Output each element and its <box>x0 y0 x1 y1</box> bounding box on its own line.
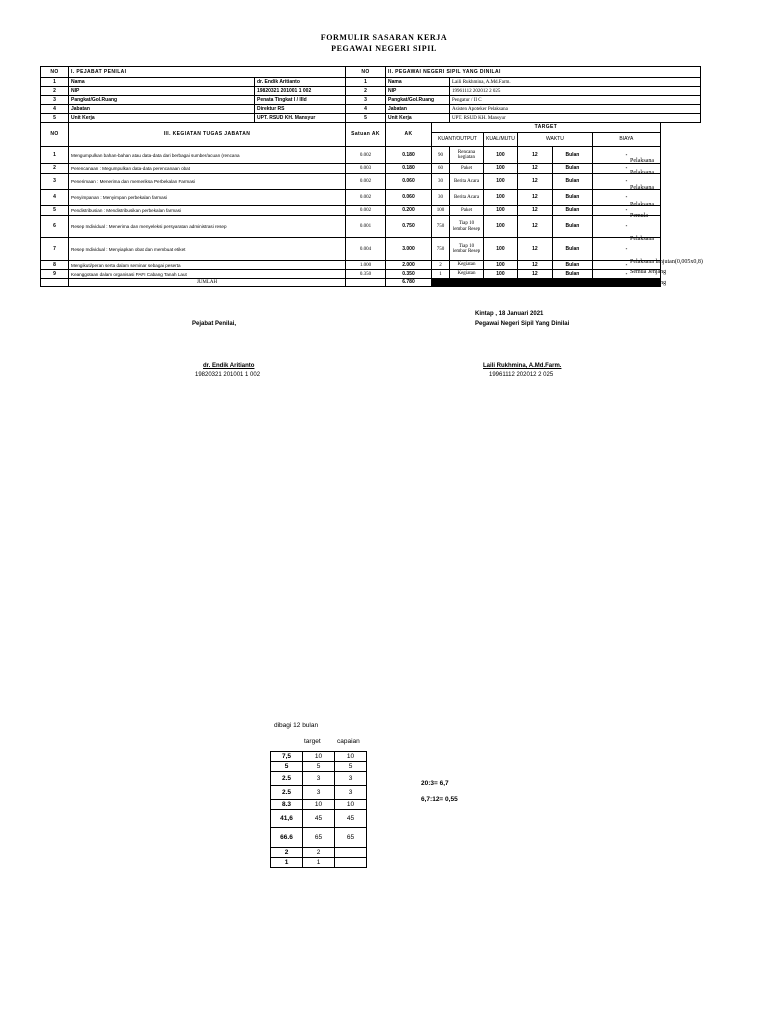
biaya-header: BIAYA <box>592 133 660 147</box>
calc-cell: 7,5 <box>271 752 303 762</box>
pejabat-no: 1 <box>41 78 69 87</box>
activity-waktu: 12 <box>517 206 552 216</box>
calc-row <box>271 752 367 762</box>
activity-row <box>41 216 701 238</box>
calc-cell: 2 <box>271 848 303 858</box>
form-title-line2: PEGAWAI NEGERI SIPIL <box>331 44 437 53</box>
pegawai-label: Jabatan <box>386 105 450 114</box>
level-4: Pelaksana <box>630 202 654 208</box>
activity-kuant: 60 <box>432 164 450 174</box>
calc-cell: 5 <box>303 762 335 772</box>
activity-waktu: 12 <box>517 216 552 238</box>
activity-kual: 100 <box>484 270 518 279</box>
activity-unit: Berita Acara <box>450 174 484 190</box>
calc-cell: 2 <box>303 848 335 858</box>
activity-ak: 0.060 <box>386 190 432 206</box>
calc-col-capaian: capaian <box>337 738 360 745</box>
activity-waktu: 12 <box>517 238 552 261</box>
calc-cell: 3 <box>335 772 367 786</box>
activity-blank <box>660 147 700 164</box>
activity-kual: 100 <box>484 261 518 270</box>
activity-row <box>41 270 701 279</box>
activity-row <box>41 206 701 216</box>
activity-no-header: NO <box>41 123 69 147</box>
activity-waktu-unit: Bulan <box>552 190 592 206</box>
pejabat-value: dr. Endik Aritianto <box>255 78 346 87</box>
activity-no: 8 <box>41 261 69 270</box>
activity-no: 5 <box>41 206 69 216</box>
calc-cell: 65 <box>335 828 367 848</box>
calc-cell: 2.5 <box>271 772 303 786</box>
identity-row <box>41 105 701 114</box>
pejabat-no: 3 <box>41 96 69 105</box>
calc-cell: 10 <box>335 800 367 810</box>
calc-cell: 5 <box>271 762 303 772</box>
kualmutu-header: KUAL/MUTU <box>484 133 518 147</box>
activity-unit: Kegiatan <box>450 261 484 270</box>
activity-waktu: 12 <box>517 190 552 206</box>
calc-col-target: target <box>304 738 321 745</box>
calc-row <box>271 810 367 828</box>
activity-ak: 0.200 <box>386 206 432 216</box>
calc-cell: 3 <box>335 786 367 800</box>
activity-satuan: 0.004 <box>346 238 386 261</box>
activity-row <box>41 261 701 270</box>
activity-kual: 100 <box>484 164 518 174</box>
activity-no: 4 <box>41 190 69 206</box>
activity-desc: Penerimaan : Menerima dan memeriksa Perbekalan Farmasi <box>69 174 346 190</box>
total-blank <box>41 279 69 287</box>
activity-ak: 0.180 <box>386 147 432 164</box>
activity-ak: 2.000 <box>386 261 432 270</box>
calc-cell: 1 <box>303 858 335 868</box>
activity-unit: Rencana kegiatan <box>450 147 484 164</box>
activity-ak: 0.180 <box>386 164 432 174</box>
activity-ak: 0.060 <box>386 174 432 190</box>
target-header: TARGET <box>432 123 661 133</box>
calc-cell: 65 <box>303 828 335 848</box>
activity-blank <box>660 216 700 238</box>
pejabat-label: Pangkat/Gol.Ruang <box>69 96 255 105</box>
activity-kuant: 30 <box>432 174 450 190</box>
activity-biaya: - <box>592 270 660 279</box>
activity-kual: 100 <box>484 238 518 261</box>
calc-row <box>271 828 367 848</box>
activity-ak: 0.750 <box>386 216 432 238</box>
activity-blank <box>660 238 700 261</box>
pegawai-label: Unit Kerja <box>386 114 450 123</box>
activity-satuan: 0.002 <box>346 147 386 164</box>
activity-biaya: - <box>592 261 660 270</box>
level-1: Pelaksana <box>630 158 654 164</box>
identity-row <box>41 78 701 87</box>
right-signer-nip: 19961112 202012 2 025 <box>489 372 554 378</box>
ak-header: AK <box>386 123 432 147</box>
calc-cell: 8.3 <box>271 800 303 810</box>
right-signer-name: Laili Rukhmina, A.Md.Farm. <box>483 363 562 369</box>
pejabat-no: 5 <box>41 114 69 123</box>
activity-unit: Tiap 10 lembar Resep <box>450 238 484 261</box>
form-title-line1: FORMULIR SASARAN KERJA <box>320 33 448 42</box>
total-ak: 6.780 <box>386 279 432 287</box>
activity-desc: Pendistribusian : Mendistribusikan perbekalan farmasi <box>69 206 346 216</box>
left-signer-role: Pejabat Penilai, <box>192 321 237 327</box>
calc-row <box>271 786 367 800</box>
activity-row <box>41 164 701 174</box>
activity-satuan: 0.002 <box>346 174 386 190</box>
activity-ak: 3.000 <box>386 238 432 261</box>
activity-no: 1 <box>41 147 69 164</box>
pegawai-value: Laili Rukhmina, A.Md.Farm. <box>450 78 701 87</box>
kuant-header: KUANT/OUTPUT <box>432 133 484 147</box>
calc-cell <box>335 858 367 868</box>
level-6: Pelaksana <box>630 236 654 242</box>
pejabat-value: Penata Tingkat I / IIId <box>255 96 346 105</box>
pegawai-no: 1 <box>346 78 386 87</box>
activity-biaya: - <box>592 164 660 174</box>
pejabat-header: I. PEJABAT PENILAI <box>69 67 346 78</box>
activity-desc: Mengumpulkan bahan-bahan atau data-data dari berbagai sumber/acuan (rencana <box>69 147 346 164</box>
pejabat-value: UPT. RSUD KH. Mansyur <box>255 114 346 123</box>
activity-no: 2 <box>41 164 69 174</box>
pegawai-header: II. PEGAWAI NEGERI SIPIL YANG DINILAI <box>386 67 701 78</box>
level-7: Pelaksana lanjutan(0,005x0,8) <box>630 259 703 265</box>
activity-satuan: 0.002 <box>346 206 386 216</box>
left-signer-nip: 19820321 201001 1 002 <box>195 372 261 378</box>
activity-no: 9 <box>41 270 69 279</box>
activity-kual: 100 <box>484 206 518 216</box>
activity-blank <box>660 270 700 279</box>
calc-row <box>271 848 367 858</box>
calc-note-2: 6,7:12= 0,55 <box>421 796 458 803</box>
calc-cell: 10 <box>335 752 367 762</box>
calc-cell: 10 <box>303 752 335 762</box>
pejabat-label: Jabatan <box>69 105 255 114</box>
calc-row <box>271 762 367 772</box>
calc-row <box>271 858 367 868</box>
activity-biaya: - <box>592 216 660 238</box>
activity-kuant: 100 <box>432 206 450 216</box>
activity-blank <box>660 174 700 190</box>
activity-biaya: - <box>592 238 660 261</box>
calc-cell: 1 <box>271 858 303 868</box>
calc-caption: dibagi 12 bulan <box>274 722 319 729</box>
activity-waktu-unit: Bulan <box>552 216 592 238</box>
activity-desc: Resep Individual : Menyiapkan obat dan membuat etiket <box>69 238 346 261</box>
activity-waktu: 12 <box>517 147 552 164</box>
activity-kual: 100 <box>484 147 518 164</box>
activity-biaya: - <box>592 174 660 190</box>
identity-row <box>41 96 701 105</box>
identity-row <box>41 87 701 96</box>
calc-cell: 66.6 <box>271 828 303 848</box>
pegawai-value: Asisten Apoteker Pelaksana <box>450 105 701 114</box>
activity-blank <box>660 164 700 174</box>
identity-row <box>41 114 701 123</box>
activity-no: 3 <box>41 174 69 190</box>
activity-waktu: 12 <box>517 261 552 270</box>
activity-kuant: 750 <box>432 216 450 238</box>
activity-row <box>41 174 701 190</box>
calc-cell: 45 <box>335 810 367 828</box>
activity-desc: Keanggotaan dalam organisasi PAFI Cabang Tanah Laut <box>69 270 346 279</box>
pejabat-label: NIP <box>69 87 255 96</box>
skp-form-table <box>40 66 701 287</box>
activity-no: 6 <box>41 216 69 238</box>
activity-kuant: 30 <box>432 190 450 206</box>
pejabat-label: Nama <box>69 78 255 87</box>
pegawai-no: 3 <box>346 96 386 105</box>
activity-desc: Penyimpanan : Menyimpan perbekalan farmasi <box>69 190 346 206</box>
activity-ak: 0.350 <box>386 270 432 279</box>
pegawai-no: 4 <box>346 105 386 114</box>
activity-unit: Paket <box>450 206 484 216</box>
activity-kuant: 2 <box>432 261 450 270</box>
level-9: Semua Jenjang <box>630 280 667 286</box>
activity-biaya: - <box>592 147 660 164</box>
blank-header-2 <box>660 133 700 147</box>
activity-waktu-unit: Bulan <box>552 261 592 270</box>
pegawai-label: Nama <box>386 78 450 87</box>
activity-blank <box>660 190 700 206</box>
pejabat-value: 19820321 201001 1 002 <box>255 87 346 96</box>
total-filler <box>432 279 661 287</box>
activity-kuant: 750 <box>432 238 450 261</box>
total-label: JUMLAH <box>69 279 346 287</box>
activity-waktu: 12 <box>517 164 552 174</box>
activity-header: III. KEGIATAN TUGAS JABATAN <box>69 123 346 147</box>
activity-waktu-unit: Bulan <box>552 147 592 164</box>
activity-satuan: 0.350 <box>346 270 386 279</box>
right-signer-role: Pegawai Negeri Sipil Yang Dinilai <box>475 321 570 327</box>
activity-waktu-unit: Bulan <box>552 238 592 261</box>
pejabat-no: 2 <box>41 87 69 96</box>
activity-waktu-unit: Bulan <box>552 164 592 174</box>
activity-biaya: - <box>592 190 660 206</box>
activity-waktu: 12 <box>517 174 552 190</box>
calc-cell: 3 <box>303 786 335 800</box>
pegawai-no: 5 <box>346 114 386 123</box>
pejabat-label: Unit Kerja <box>69 114 255 123</box>
activity-kuant: 1 <box>432 270 450 279</box>
level-2: Pelaksana <box>630 170 654 176</box>
calc-cell: 2.5 <box>271 786 303 800</box>
satuan-ak-header: Satuan AK <box>346 123 386 147</box>
no-header-2: NO <box>346 67 386 78</box>
activity-desc: Mengikuti/peran serta dalam seminar sebagai peserta <box>69 261 346 270</box>
place-date: Kintap , 18 Januari 2021 <box>475 311 544 317</box>
activity-desc: Resep Individual : Menerima dan menyeleksi persyaratan administrasi resep <box>69 216 346 238</box>
activity-satuan: 0.002 <box>346 190 386 206</box>
calc-row <box>271 772 367 786</box>
activity-satuan: 1.000 <box>346 261 386 270</box>
activity-desc: Perencanaan : Megumpulkan data-data perencanaan obat <box>69 164 346 174</box>
activity-waktu: 12 <box>517 270 552 279</box>
calc-cell: 10 <box>303 800 335 810</box>
activity-row <box>41 190 701 206</box>
activity-kual: 100 <box>484 190 518 206</box>
calc-cell: 5 <box>335 762 367 772</box>
activity-waktu-unit: Bulan <box>552 270 592 279</box>
activity-unit: Paket <box>450 164 484 174</box>
activity-unit: Berita Acara <box>450 190 484 206</box>
activity-unit: Kegiatan <box>450 270 484 279</box>
calc-cell <box>335 848 367 858</box>
pegawai-value: Pengatur / II C <box>450 96 701 105</box>
activity-waktu-unit: Bulan <box>552 174 592 190</box>
pegawai-value: UPT. RSUD KH. Mansyur <box>450 114 701 123</box>
level-8: Semua Jenjang <box>630 269 667 275</box>
activity-blank <box>660 206 700 216</box>
calc-cell: 45 <box>303 810 335 828</box>
activity-satuan: 0.003 <box>346 164 386 174</box>
calc-cell: 41,6 <box>271 810 303 828</box>
activity-waktu-unit: Bulan <box>552 206 592 216</box>
pegawai-label: Pangkat/Gol.Ruang <box>386 96 450 105</box>
activity-biaya: - <box>592 206 660 216</box>
activity-unit: Tiap 10 lembar Resep <box>450 216 484 238</box>
calc-row <box>271 800 367 810</box>
waktu-header: WAKTU <box>517 133 592 147</box>
activity-kual: 100 <box>484 174 518 190</box>
total-blank-2 <box>346 279 386 287</box>
calc-table <box>270 751 367 868</box>
calc-note-1: 20:3= 6,7 <box>421 780 449 787</box>
pegawai-no: 2 <box>346 87 386 96</box>
pejabat-no: 4 <box>41 105 69 114</box>
pejabat-value: Direktur RS <box>255 105 346 114</box>
calc-cell: 3 <box>303 772 335 786</box>
activity-satuan: 0.001 <box>346 216 386 238</box>
activity-kuant: 90 <box>432 147 450 164</box>
activity-no: 7 <box>41 238 69 261</box>
left-signer-name: dr. Endik Aritianto <box>203 363 255 369</box>
pegawai-value: 19961112 202012 2 025 <box>450 87 701 96</box>
activity-row <box>41 238 701 261</box>
pegawai-label: NIP <box>386 87 450 96</box>
total-blank-3 <box>660 279 700 287</box>
no-header: NO <box>41 67 69 78</box>
blank-header <box>660 123 700 133</box>
activity-kual: 100 <box>484 216 518 238</box>
level-5: Pemula <box>630 213 648 219</box>
level-3: Pelaksana <box>630 185 654 191</box>
activity-row <box>41 147 701 164</box>
